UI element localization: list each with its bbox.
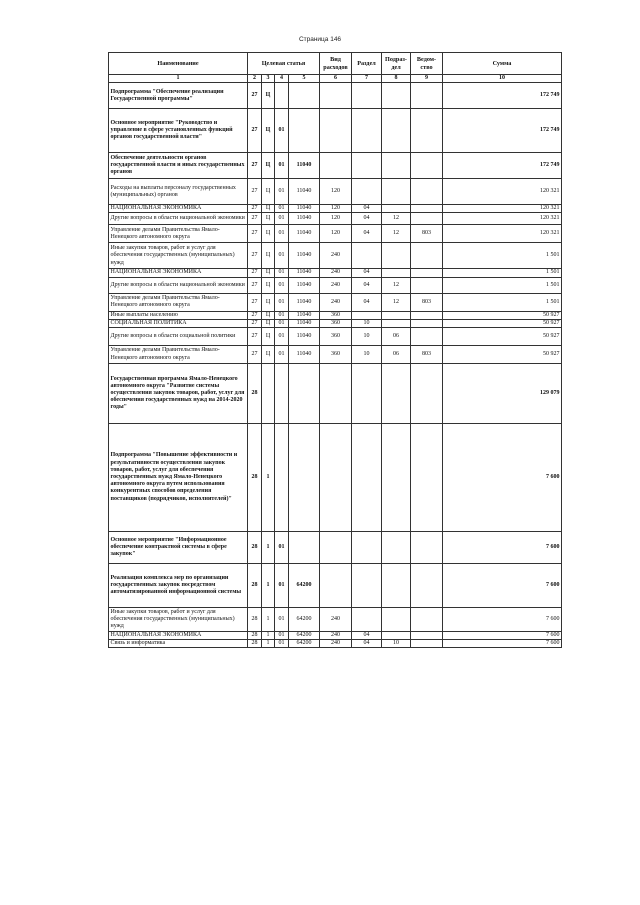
cell-expense-type — [320, 364, 352, 424]
cell-target-code-4: 11040 — [289, 225, 320, 243]
cell-target-code-3: 01 — [275, 311, 289, 319]
cell-target-code-2: 1 — [262, 424, 275, 532]
cell-target-code-3: 01 — [275, 328, 289, 346]
cell-sum: 1 501 — [443, 269, 562, 277]
table-row — [109, 243, 562, 269]
cell-subsection — [382, 564, 411, 608]
cell-expense-type — [320, 564, 352, 608]
cell-target-code-1: 28 — [248, 632, 262, 640]
cell-department: 803 — [411, 225, 443, 243]
index-row — [109, 75, 562, 83]
cell-section: 04 — [352, 277, 382, 293]
header-subsection: Подраз-дел — [382, 53, 411, 75]
cell-target-code-2: 1 — [262, 608, 275, 632]
page-margin — [0, 772, 640, 905]
cell-target-code-3: 01 — [275, 608, 289, 632]
cell-target-code-2: 1 — [262, 532, 275, 564]
cell-target-code-3: 01 — [275, 532, 289, 564]
cell-name: Государственная программа Ямало-Ненецкого автономного округа "Развитие системы осуществления закупок товаров, работ, услуг для обеспечения государственных нужд на 2014-2020 годы" — [109, 364, 248, 424]
index-cell: 2 — [248, 75, 262, 83]
cell-target-code-2: Ц — [262, 293, 275, 311]
cell-department — [411, 632, 443, 640]
table-row — [109, 319, 562, 327]
cell-section — [352, 109, 382, 153]
cell-department — [411, 640, 443, 648]
table-row — [109, 311, 562, 319]
cell-subsection — [382, 364, 411, 424]
cell-department: 803 — [411, 346, 443, 364]
cell-sum: 50 927 — [443, 346, 562, 364]
cell-name: Другие вопросы в области социальной политики — [109, 328, 248, 346]
cell-section: 10 — [352, 328, 382, 346]
cell-section: 10 — [352, 346, 382, 364]
cell-subsection — [382, 179, 411, 205]
cell-target-code-4 — [289, 364, 320, 424]
table-row — [109, 640, 562, 648]
cell-subsection: 12 — [382, 225, 411, 243]
cell-subsection: 10 — [382, 640, 411, 648]
cell-expense-type — [320, 153, 352, 179]
cell-sum: 172 749 — [443, 109, 562, 153]
cell-target-code-1: 27 — [248, 346, 262, 364]
cell-department — [411, 109, 443, 153]
cell-expense-type — [320, 83, 352, 109]
cell-expense-type: 120 — [320, 205, 352, 213]
cell-sum: 120 321 — [443, 225, 562, 243]
cell-sum: 120 321 — [443, 179, 562, 205]
cell-subsection: 06 — [382, 328, 411, 346]
cell-name: НАЦИОНАЛЬНАЯ ЭКОНОМИКА — [109, 269, 248, 277]
cell-target-code-3: 01 — [275, 632, 289, 640]
budget-table — [108, 52, 562, 648]
cell-expense-type — [320, 109, 352, 153]
cell-target-code-1: 28 — [248, 532, 262, 564]
cell-target-code-1: 28 — [248, 608, 262, 632]
cell-target-code-1: 28 — [248, 564, 262, 608]
cell-department — [411, 205, 443, 213]
cell-target-code-2: Ц — [262, 243, 275, 269]
table-row — [109, 225, 562, 243]
cell-department — [411, 269, 443, 277]
cell-target-code-4: 11040 — [289, 269, 320, 277]
cell-target-code-4: 11040 — [289, 179, 320, 205]
cell-target-code-4: 11040 — [289, 277, 320, 293]
cell-name: Управление делами Правительства Ямало-Ненецкого автономного округа — [109, 346, 248, 364]
cell-target-code-1: 27 — [248, 269, 262, 277]
index-cell: 6 — [320, 75, 352, 83]
cell-section — [352, 311, 382, 319]
cell-subsection: 12 — [382, 277, 411, 293]
cell-section: 04 — [352, 640, 382, 648]
cell-department — [411, 319, 443, 327]
cell-sum: 50 927 — [443, 319, 562, 327]
cell-target-code-3: 01 — [275, 293, 289, 311]
cell-department: 803 — [411, 293, 443, 311]
cell-expense-type: 360 — [320, 311, 352, 319]
cell-target-code-3 — [275, 83, 289, 109]
cell-target-code-4: 11040 — [289, 153, 320, 179]
cell-section — [352, 564, 382, 608]
header-section: Раздел — [352, 53, 382, 75]
cell-target-code-4 — [289, 532, 320, 564]
cell-target-code-1: 27 — [248, 109, 262, 153]
cell-target-code-4: 11040 — [289, 311, 320, 319]
cell-expense-type: 120 — [320, 225, 352, 243]
cell-name: Подпрограмма "Обеспечение реализации Государственной программы" — [109, 83, 248, 109]
cell-target-code-2: Ц — [262, 205, 275, 213]
table-row — [109, 213, 562, 225]
cell-target-code-2: Ц — [262, 319, 275, 327]
cell-target-code-1: 27 — [248, 213, 262, 225]
cell-target-code-1: 27 — [248, 277, 262, 293]
cell-target-code-2: Ц — [262, 179, 275, 205]
cell-name: Основное мероприятие "Руководство и управление в сфере установленных функций органов государственной власти" — [109, 109, 248, 153]
table-row — [109, 293, 562, 311]
cell-subsection: 12 — [382, 293, 411, 311]
cell-target-code-2 — [262, 364, 275, 424]
cell-subsection: 12 — [382, 213, 411, 225]
header-target: Целевая статья — [248, 53, 320, 75]
cell-expense-type: 360 — [320, 346, 352, 364]
cell-target-code-1: 28 — [248, 424, 262, 532]
cell-subsection — [382, 311, 411, 319]
cell-sum: 120 321 — [443, 205, 562, 213]
cell-target-code-3 — [275, 424, 289, 532]
cell-target-code-4: 11040 — [289, 319, 320, 327]
table-row — [109, 424, 562, 532]
header-sum: Сумма — [443, 53, 562, 75]
cell-sum: 7 600 — [443, 632, 562, 640]
cell-target-code-2: 1 — [262, 564, 275, 608]
cell-expense-type: 240 — [320, 243, 352, 269]
cell-name: Расходы на выплаты персоналу государственных (муниципальных) органов — [109, 179, 248, 205]
table-row — [109, 269, 562, 277]
cell-target-code-1: 27 — [248, 225, 262, 243]
cell-department — [411, 532, 443, 564]
cell-target-code-1: 27 — [248, 293, 262, 311]
table-row — [109, 179, 562, 205]
cell-expense-type — [320, 424, 352, 532]
table-row — [109, 608, 562, 632]
budget-body — [109, 83, 562, 648]
cell-target-code-4 — [289, 83, 320, 109]
cell-department — [411, 179, 443, 205]
cell-sum: 1 501 — [443, 293, 562, 311]
cell-department — [411, 328, 443, 346]
cell-subsection — [382, 243, 411, 269]
index-cell: 4 — [275, 75, 289, 83]
cell-section — [352, 532, 382, 564]
cell-section — [352, 153, 382, 179]
cell-sum: 172 749 — [443, 83, 562, 109]
table-row — [109, 205, 562, 213]
cell-target-code-2: Ц — [262, 83, 275, 109]
cell-subsection — [382, 269, 411, 277]
cell-sum: 7 600 — [443, 608, 562, 632]
cell-section: 04 — [352, 213, 382, 225]
page-label: Страница 146 — [298, 36, 342, 43]
cell-name: Основное мероприятие "Информационное обеспечение контрактной системы в сфере закупок" — [109, 532, 248, 564]
cell-target-code-3: 01 — [275, 213, 289, 225]
cell-name: НАЦИОНАЛЬНАЯ ЭКОНОМИКА — [109, 632, 248, 640]
cell-target-code-2: Ц — [262, 277, 275, 293]
cell-sum: 7 600 — [443, 532, 562, 564]
cell-section — [352, 608, 382, 632]
cell-department — [411, 364, 443, 424]
index-cell: 3 — [262, 75, 275, 83]
cell-name: Обеспечение деятельности органов государственной власти и иных государственных органов — [109, 153, 248, 179]
cell-expense-type: 360 — [320, 319, 352, 327]
cell-expense-type: 120 — [320, 213, 352, 225]
cell-subsection — [382, 109, 411, 153]
cell-target-code-1: 27 — [248, 179, 262, 205]
cell-subsection — [382, 424, 411, 532]
cell-subsection — [382, 532, 411, 564]
cell-target-code-2: Ц — [262, 328, 275, 346]
table-row — [109, 564, 562, 608]
cell-department — [411, 277, 443, 293]
index-cell: 5 — [289, 75, 320, 83]
cell-name: Иные закупки товаров, работ и услуг для обеспечения государственных (муниципальных) нужд — [109, 243, 248, 269]
cell-target-code-1: 27 — [248, 83, 262, 109]
cell-name: Иные выплаты населению — [109, 311, 248, 319]
cell-subsection — [382, 83, 411, 109]
cell-target-code-1: 28 — [248, 364, 262, 424]
cell-target-code-3: 01 — [275, 564, 289, 608]
cell-target-code-3: 01 — [275, 277, 289, 293]
cell-expense-type — [320, 532, 352, 564]
cell-target-code-2: Ц — [262, 311, 275, 319]
cell-target-code-4: 11040 — [289, 328, 320, 346]
cell-section: 10 — [352, 319, 382, 327]
cell-target-code-3: 01 — [275, 269, 289, 277]
cell-target-code-3: 01 — [275, 640, 289, 648]
table-row — [109, 109, 562, 153]
cell-sum: 7 600 — [443, 640, 562, 648]
cell-target-code-3: 01 — [275, 243, 289, 269]
cell-name: Подпрограмма "Повышение эффективности и результативности осуществления закупок товаров, работ, услуг для обеспечения государственных нужд Ямало-Ненецкого автономного округа путем использования конкурентных способов определения поставщиков (подрядчиков, исполнителей)" — [109, 424, 248, 532]
cell-name: Другие вопросы в области национальной экономики — [109, 213, 248, 225]
cell-target-code-4: 11040 — [289, 205, 320, 213]
index-cell: 8 — [382, 75, 411, 83]
table-row — [109, 83, 562, 109]
cell-section: 04 — [352, 269, 382, 277]
cell-target-code-2: Ц — [262, 109, 275, 153]
cell-target-code-4 — [289, 109, 320, 153]
cell-target-code-1: 27 — [248, 319, 262, 327]
cell-section — [352, 364, 382, 424]
cell-target-code-3: 01 — [275, 319, 289, 327]
table-row — [109, 632, 562, 640]
cell-section — [352, 424, 382, 532]
cell-target-code-2: Ц — [262, 153, 275, 179]
cell-target-code-1: 27 — [248, 205, 262, 213]
cell-target-code-3: 01 — [275, 153, 289, 179]
cell-target-code-4: 11040 — [289, 243, 320, 269]
cell-target-code-4: 64200 — [289, 632, 320, 640]
cell-subsection — [382, 153, 411, 179]
cell-section: 04 — [352, 225, 382, 243]
header-row — [109, 53, 562, 75]
cell-department — [411, 608, 443, 632]
cell-section: 04 — [352, 205, 382, 213]
cell-sum: 1 501 — [443, 243, 562, 269]
cell-target-code-1: 27 — [248, 153, 262, 179]
cell-name: Связь и информатика — [109, 640, 248, 648]
cell-target-code-4: 64200 — [289, 564, 320, 608]
cell-expense-type: 240 — [320, 608, 352, 632]
cell-target-code-2: Ц — [262, 346, 275, 364]
cell-target-code-4: 11040 — [289, 213, 320, 225]
cell-sum: 120 321 — [443, 213, 562, 225]
cell-expense-type: 240 — [320, 277, 352, 293]
cell-section — [352, 243, 382, 269]
cell-target-code-4: 11040 — [289, 293, 320, 311]
cell-department — [411, 153, 443, 179]
header-expense-type: Вид расходов — [320, 53, 352, 75]
cell-sum: 7 600 — [443, 424, 562, 532]
table-row — [109, 346, 562, 364]
cell-name: Реализация комплекса мер по организации государственных закупок посредством автоматизированной информационной системы — [109, 564, 248, 608]
table-row — [109, 328, 562, 346]
cell-name: Управление делами Правительства Ямало-Ненецкого автономного округа — [109, 293, 248, 311]
cell-sum: 172 749 — [443, 153, 562, 179]
cell-name: НАЦИОНАЛЬНАЯ ЭКОНОМИКА — [109, 205, 248, 213]
cell-target-code-2: Ц — [262, 269, 275, 277]
table-row — [109, 277, 562, 293]
table-row — [109, 532, 562, 564]
cell-target-code-2: 1 — [262, 632, 275, 640]
cell-target-code-4 — [289, 424, 320, 532]
cell-sum: 1 501 — [443, 277, 562, 293]
cell-target-code-3 — [275, 364, 289, 424]
index-cell: 1 — [109, 75, 248, 83]
cell-department — [411, 243, 443, 269]
cell-sum: 50 927 — [443, 311, 562, 319]
table-row — [109, 364, 562, 424]
cell-expense-type: 240 — [320, 269, 352, 277]
cell-target-code-3: 01 — [275, 225, 289, 243]
header-department: Ведом-ство — [411, 53, 443, 75]
header-name: Наименование — [109, 53, 248, 75]
table-row — [109, 153, 562, 179]
cell-department — [411, 83, 443, 109]
cell-target-code-1: 27 — [248, 243, 262, 269]
cell-department — [411, 311, 443, 319]
cell-subsection — [382, 205, 411, 213]
cell-sum: 129 079 — [443, 364, 562, 424]
index-cell: 10 — [443, 75, 562, 83]
cell-section — [352, 83, 382, 109]
cell-sum: 7 600 — [443, 564, 562, 608]
cell-target-code-3: 01 — [275, 109, 289, 153]
cell-target-code-2: Ц — [262, 213, 275, 225]
cell-section: 04 — [352, 293, 382, 311]
cell-target-code-4: 11040 — [289, 346, 320, 364]
cell-subsection — [382, 632, 411, 640]
cell-expense-type: 240 — [320, 632, 352, 640]
cell-expense-type: 360 — [320, 328, 352, 346]
cell-target-code-2: 1 — [262, 640, 275, 648]
cell-expense-type: 240 — [320, 640, 352, 648]
cell-target-code-3: 01 — [275, 205, 289, 213]
cell-department — [411, 564, 443, 608]
cell-sum: 50 927 — [443, 328, 562, 346]
cell-target-code-4: 64200 — [289, 640, 320, 648]
cell-target-code-3: 01 — [275, 346, 289, 364]
cell-subsection: 06 — [382, 346, 411, 364]
cell-target-code-1: 27 — [248, 328, 262, 346]
cell-department — [411, 213, 443, 225]
index-cell: 7 — [352, 75, 382, 83]
cell-section — [352, 179, 382, 205]
cell-subsection — [382, 319, 411, 327]
cell-expense-type: 120 — [320, 179, 352, 205]
cell-subsection — [382, 608, 411, 632]
index-cell: 9 — [411, 75, 443, 83]
cell-target-code-3: 01 — [275, 179, 289, 205]
cell-target-code-1: 27 — [248, 311, 262, 319]
cell-section: 04 — [352, 632, 382, 640]
cell-name: Другие вопросы в области национальной экономики — [109, 277, 248, 293]
cell-target-code-2: Ц — [262, 225, 275, 243]
cell-target-code-1: 28 — [248, 640, 262, 648]
cell-department — [411, 424, 443, 532]
cell-expense-type: 240 — [320, 293, 352, 311]
cell-name: СОЦИАЛЬНАЯ ПОЛИТИКА — [109, 319, 248, 327]
cell-name: Иные закупки товаров, работ и услуг для обеспечения государственных (муниципальных) нужд — [109, 608, 248, 632]
cell-target-code-4: 64200 — [289, 608, 320, 632]
cell-name: Управление делами Правительства Ямало-Ненецкого автономного округа — [109, 225, 248, 243]
